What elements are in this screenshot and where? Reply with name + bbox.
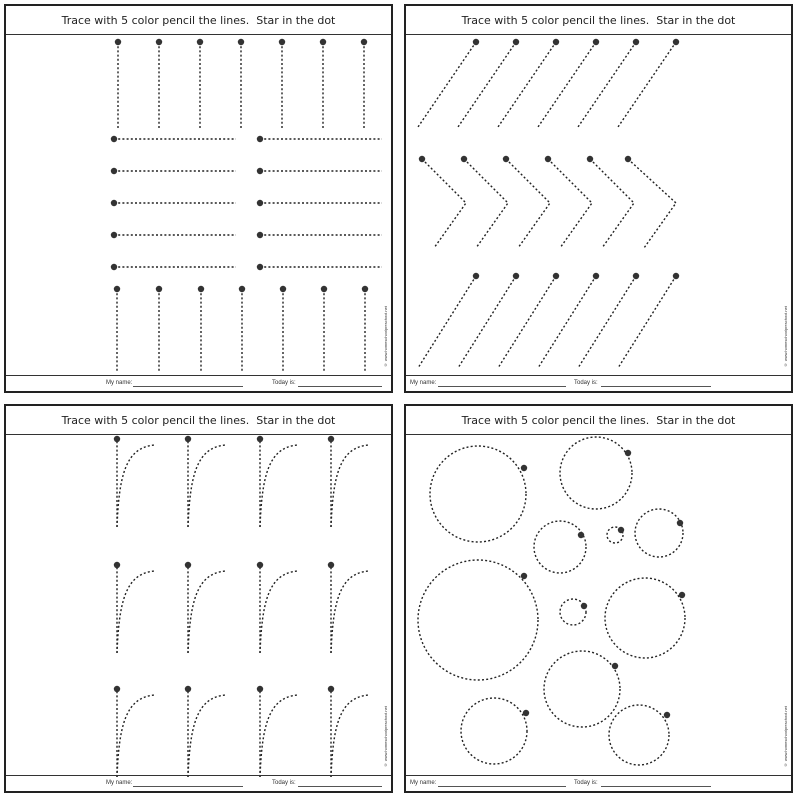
tracing-area bbox=[6, 6, 391, 391]
date-line bbox=[601, 786, 711, 787]
curved-lines-row-1 bbox=[114, 436, 369, 527]
website-credit: © www.homeschoolpreschool.net bbox=[783, 706, 788, 768]
tracing-area bbox=[6, 406, 391, 791]
website-credit: © www.homeschoolpreschool.net bbox=[383, 306, 388, 368]
date-line bbox=[298, 786, 382, 787]
worksheet-title: Trace with 5 color pencil the lines. Star in the dot bbox=[406, 406, 791, 435]
chevron-lines bbox=[419, 156, 676, 248]
sheet-footer bbox=[406, 775, 791, 791]
curved-lines-row-2 bbox=[114, 562, 369, 653]
name-label: My name: bbox=[106, 380, 133, 386]
worksheet-title: Trace with 5 color pencil the lines. Star in the dot bbox=[6, 6, 391, 35]
date-line bbox=[601, 386, 711, 387]
name-line bbox=[438, 386, 566, 387]
horizontal-lines bbox=[111, 136, 382, 270]
name-label: My name: bbox=[410, 380, 437, 386]
sheet-footer bbox=[6, 775, 391, 791]
worksheet-title: Trace with 5 color pencil the lines. Star in the dot bbox=[6, 406, 391, 435]
diagonal-lines-top bbox=[418, 39, 679, 127]
worksheet-curved-lines bbox=[4, 404, 393, 793]
worksheet-straight-lines bbox=[4, 4, 393, 393]
circle-shapes bbox=[418, 437, 685, 765]
date-label: Today is: bbox=[574, 380, 598, 386]
name-line bbox=[133, 386, 243, 387]
date-label: Today is: bbox=[574, 780, 598, 786]
date-label: Today is: bbox=[272, 380, 296, 386]
tracing-area bbox=[406, 6, 791, 391]
sheet-footer bbox=[6, 375, 391, 391]
name-line bbox=[133, 786, 243, 787]
vertical-lines-bottom bbox=[114, 286, 368, 371]
name-label: My name: bbox=[410, 780, 437, 786]
sheet-footer bbox=[406, 375, 791, 391]
tracing-area bbox=[406, 406, 791, 791]
curved-lines-row-3 bbox=[114, 686, 369, 777]
date-label: Today is: bbox=[272, 780, 296, 786]
website-credit: © www.homeschoolpreschool.net bbox=[783, 306, 788, 368]
worksheet-title: Trace with 5 color pencil the lines. Star in the dot bbox=[406, 6, 791, 35]
date-line bbox=[298, 386, 382, 387]
vertical-lines-top bbox=[115, 39, 367, 129]
diagonal-lines-bottom bbox=[418, 273, 679, 368]
website-credit: © www.homeschoolpreschool.net bbox=[383, 706, 388, 768]
worksheet-diagonal-lines bbox=[404, 4, 793, 393]
name-line bbox=[438, 786, 566, 787]
name-label: My name: bbox=[106, 780, 133, 786]
worksheet-circles bbox=[404, 404, 793, 793]
